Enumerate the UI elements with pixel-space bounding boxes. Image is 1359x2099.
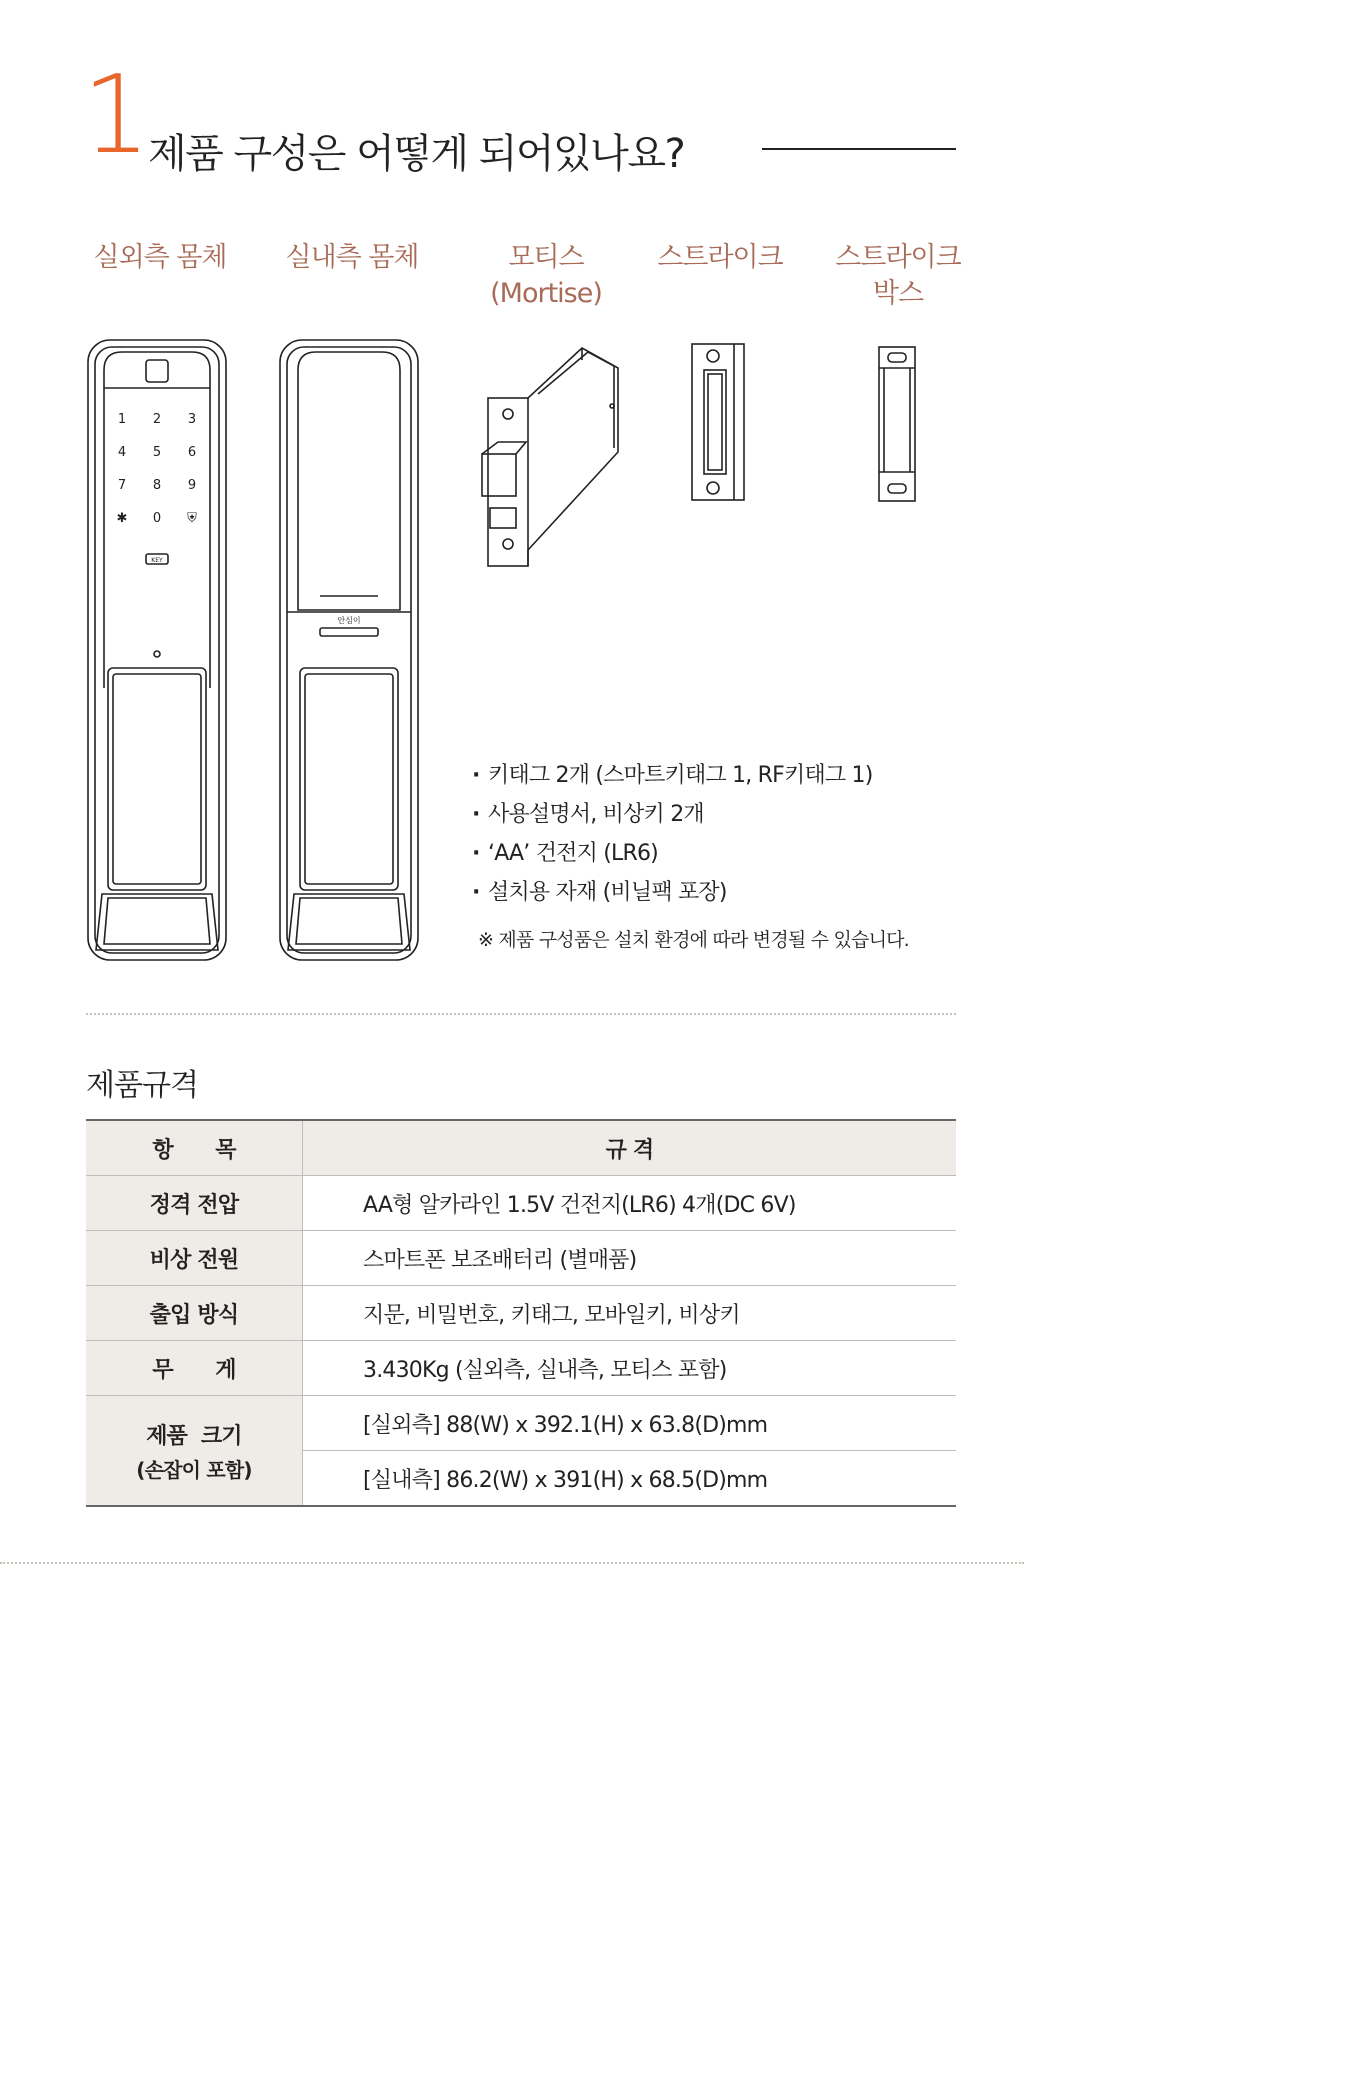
keypad-key: 9 bbox=[187, 478, 197, 493]
spec-header-spec: 규 격 bbox=[303, 1120, 957, 1176]
spec-key-size bbox=[86, 1396, 303, 1507]
accessory-list bbox=[472, 760, 873, 916]
mortise-drawing bbox=[478, 340, 624, 572]
label-strike-box: 스트라이크 박스 bbox=[835, 242, 961, 309]
spec-key-size-label: 제품 크기 bbox=[146, 1423, 242, 1449]
keypad-key: 7 bbox=[117, 478, 127, 493]
title-rule bbox=[762, 148, 956, 150]
outdoor-body-drawing bbox=[86, 338, 228, 964]
keypad-key: 0 bbox=[152, 511, 162, 526]
spec-key: 비상 전원 bbox=[86, 1231, 303, 1286]
spec-value: AA형 알카라인 1.5V 건전지(LR6) 4개(DC 6V) bbox=[303, 1176, 957, 1231]
spec-value: [실내측] 86.2(W) x 391(H) x 68.5(D)mm bbox=[303, 1451, 957, 1507]
label-strike: 스트라이크 bbox=[657, 242, 783, 273]
section-divider bbox=[86, 1013, 956, 1015]
keypad-key: 5 bbox=[152, 445, 162, 460]
spec-table bbox=[86, 1119, 956, 1507]
indoor-body-drawing bbox=[278, 338, 420, 964]
accessory-item: · 키태그 2개 (스마트키태그 1, RF키태그 1) bbox=[472, 760, 873, 799]
spec-key-size-sub: (손잡이 포함) bbox=[136, 1457, 252, 1482]
key-badge: KEY bbox=[151, 557, 163, 564]
inner-label: 안심이 bbox=[337, 616, 361, 625]
spec-header-item: 항 목 bbox=[86, 1120, 303, 1176]
keypad-key: ⛨ bbox=[187, 511, 197, 526]
keypad-key: 2 bbox=[152, 412, 162, 427]
spec-key: 출입 방식 bbox=[86, 1286, 303, 1341]
section-title: 제품 구성은 어떻게 되어있나요? bbox=[148, 131, 685, 177]
table-row bbox=[86, 1176, 956, 1231]
bottom-divider bbox=[0, 1562, 1024, 1564]
spec-value: 지문, 비밀번호, 키태그, 모바일키, 비상키 bbox=[303, 1286, 957, 1341]
spec-key: 정격 전압 bbox=[86, 1176, 303, 1231]
spec-value: 스마트폰 보조배터리 (별매품) bbox=[303, 1231, 957, 1286]
strike-drawing bbox=[688, 340, 748, 504]
accessory-item: · 설치용 자재 (비닐팩 포장) bbox=[472, 877, 873, 916]
spec-key: 무 게 bbox=[86, 1341, 303, 1396]
table-row bbox=[86, 1396, 956, 1451]
label-mortise: 모티스 (Mortise) bbox=[490, 242, 602, 309]
table-row bbox=[86, 1286, 956, 1341]
component-note: ※ 제품 구성품은 설치 환경에 따라 변경될 수 있습니다. bbox=[478, 929, 909, 951]
spec-value: [실외측] 88(W) x 392.1(H) x 63.8(D)mm bbox=[303, 1396, 957, 1451]
keypad-key: 4 bbox=[117, 445, 127, 460]
keypad-key: 6 bbox=[187, 445, 197, 460]
keypad-key: 1 bbox=[117, 412, 127, 427]
keypad-key: 3 bbox=[187, 412, 197, 427]
spec-table-header bbox=[86, 1120, 956, 1176]
keypad-key: ✱ bbox=[116, 511, 128, 526]
strike-box-drawing bbox=[876, 344, 918, 504]
table-row bbox=[86, 1231, 956, 1286]
spec-value: 3.430Kg (실외측, 실내측, 모티스 포함) bbox=[303, 1341, 957, 1396]
label-indoor-body: 실내측 몸체 bbox=[285, 242, 419, 273]
accessory-item: · 사용설명서, 비상키 2개 bbox=[472, 799, 873, 838]
section-number: 1 bbox=[82, 53, 151, 178]
spec-title: 제품규격 bbox=[86, 1068, 198, 1103]
label-outdoor-body: 실외측 몸체 bbox=[93, 242, 227, 273]
keypad-key: 8 bbox=[152, 478, 162, 493]
table-row bbox=[86, 1341, 956, 1396]
accessory-item: · ‘AA’ 건전지 (LR6) bbox=[472, 838, 873, 877]
